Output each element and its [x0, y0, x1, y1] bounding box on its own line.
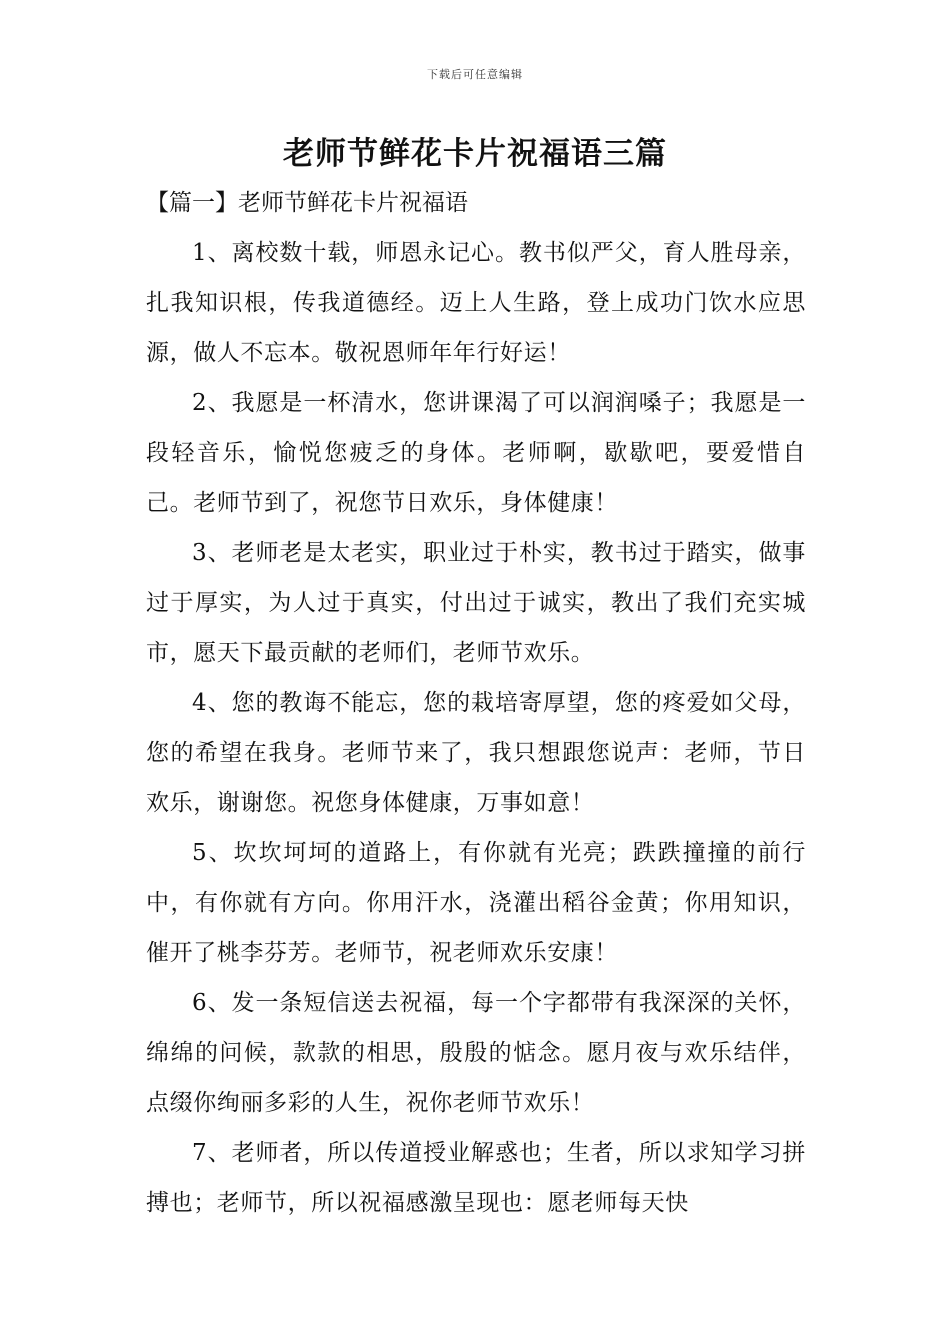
paragraph-4: 4、您的教诲不能忘，您的栽培寄厚望，您的疼爱如父母，您的希望在我身。老师节来了，我只想跟您说声：老师，节日欢乐，谢谢您。祝您身体健康，万事如意！: [146, 690, 806, 816]
header-note: 下载后可任意编辑: [427, 68, 523, 81]
paragraph-1: 1、离校数十载，师恩永记心。教书似严父，育人胜母亲，扎我知识根，传我道德经。迈上人生路，登上成功门饮水应思源，做人不忘本。敬祝恩师年年行好运！: [146, 240, 806, 366]
paragraph-3: 3、老师老是太老实，职业过于朴实，教书过于踏实，做事过于厚实，为人过于真实，付出过于诚实，教出了我们充实城市，愿天下最贡献的老师们，老师节欢乐。: [146, 540, 806, 666]
paragraph-5: 5、坎坎坷坷的道路上，有你就有光亮；跌跌撞撞的前行中，有你就有方向。你用汗水，浇灌出稻谷金黄；你用知识，催开了桃李芬芳。老师节，祝老师欢乐安康！: [146, 840, 806, 966]
section-heading: 【篇一】老师节鲜花卡片祝福语: [146, 190, 468, 216]
paragraph-7: 7、老师者，所以传道授业解惑也；生者，所以求知学习拼搏也；老师节，所以祝福感激呈现也：愿老师每天快: [146, 1140, 806, 1216]
paragraph-6: 6、发一条短信送去祝福，每一个字都带有我深深的关怀，绵绵的问候，款款的相思，殷殷的惦念。愿月夜与欢乐结伴，点缀你绚丽多彩的人生，祝你老师节欢乐！: [146, 990, 806, 1116]
body-text: [146, 228, 806, 1228]
page-title: 老师节鲜花卡片祝福语三篇: [283, 136, 667, 172]
paragraph-2: 2、我愿是一杯清水，您讲课渴了可以润润嗓子；我愿是一段轻音乐，愉悦您疲乏的身体。老师啊，歇歇吧，要爱惜自己。老师节到了，祝您节日欢乐，身体健康！: [146, 390, 806, 516]
